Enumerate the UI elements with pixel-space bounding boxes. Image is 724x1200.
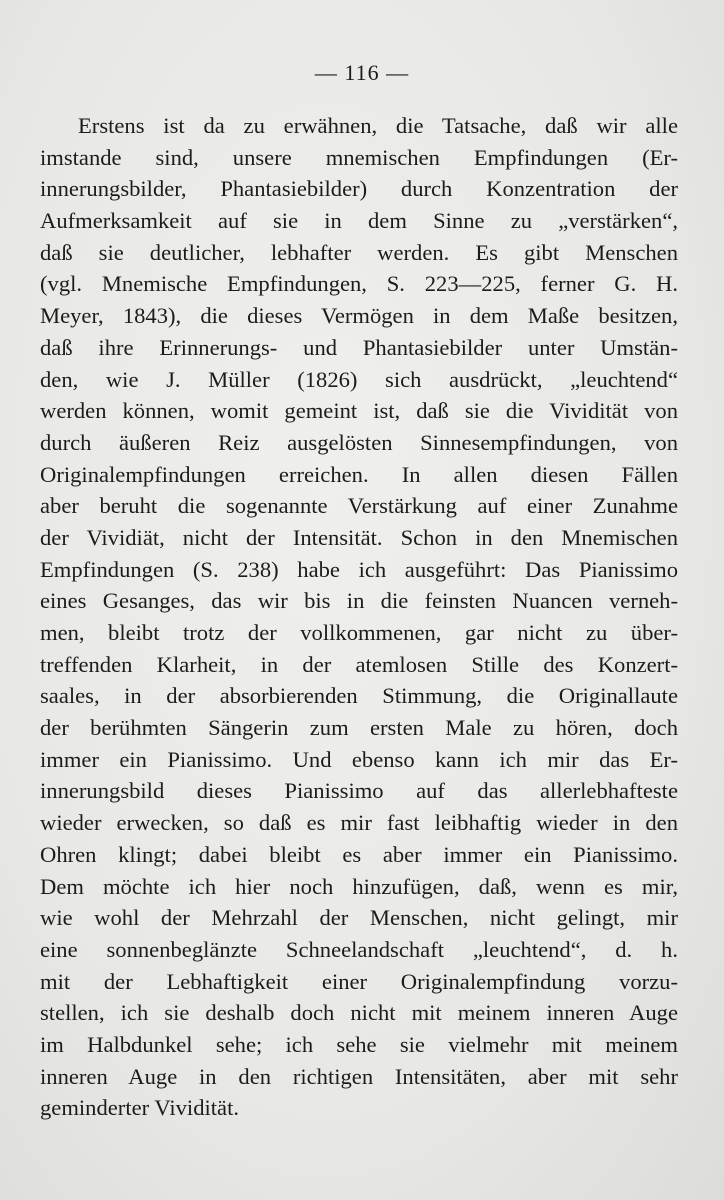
text-line: mit der Lebhaftigkeit einer Originalempfindung vorzu- (40, 968, 678, 994)
text-line: (vgl. Mnemische Empfindungen, S. 223—225, ferner G. H. (40, 271, 678, 297)
text-line: imstande sind, unsere mnemischen Empfindungen (Er- (40, 144, 678, 170)
text-line: wieder erwecken, so daß es mir fast leibhaftig wieder in den (40, 810, 678, 836)
text-line: innerungsbild dieses Pianissimo auf das allerlebhafteste (40, 778, 678, 804)
text-line: Aufmerksamkeit auf sie in dem Sinne zu „verstärken“, (40, 208, 678, 234)
text-line: im Halbdunkel sehe; ich sehe sie vielmehr mit meinem (40, 1031, 678, 1057)
text-line: Meyer, 1843), die dieses Vermögen in dem Maße besitzen, (40, 303, 678, 329)
text-line: Ohren klingt; dabei bleibt es aber immer ein Pianissimo. (40, 841, 678, 867)
text-line: werden können, womit gemeint ist, daß sie die Vividität von (40, 398, 678, 424)
text-line: saales, in der absorbierenden Stimmung, die Originallaute (40, 683, 678, 709)
text-line: stellen, ich sie deshalb doch nicht mit meinem inneren Auge (40, 1000, 678, 1026)
text-line: durch äußeren Reiz ausgelösten Sinnesempfindungen, von (40, 429, 678, 455)
text-line: daß ihre Erinnerungs- und Phantasiebilder unter Umstän- (40, 334, 678, 360)
text-line: eines Gesanges, das wir bis in die feinsten Nuancen verneh- (40, 588, 678, 614)
text-line: Erstens ist da zu erwähnen, die Tatsache, daß wir alle (78, 113, 678, 138)
page-number: — 116 — (314, 60, 410, 85)
text-line: der Vividiät, nicht der Intensität. Schon in den Mnemischen (40, 524, 678, 550)
body-text (40, 110, 678, 1124)
text-line: der berühmten Sängerin zum ersten Male zu hören, doch (40, 715, 678, 741)
text-line: inneren Auge in den richtigen Intensitäten, aber mit sehr (40, 1063, 678, 1089)
text-line: eine sonnenbeglänzte Schneelandschaft „leuchtend“, d. h. (40, 936, 678, 962)
text-line: geminderter Vividität. (40, 1095, 240, 1121)
text-line: aber beruht die sogenannte Verstärkung auf einer Zunahme (40, 493, 678, 519)
text-line: Originalempfindungen erreichen. In allen diesen Fällen (40, 461, 678, 487)
text-line: men, bleibt trotz der vollkommenen, gar nicht zu über- (40, 620, 678, 645)
text-line: wie wohl der Mehrzahl der Menschen, nicht gelingt, mir (40, 905, 678, 931)
text-line: innerungsbilder, Phantasiebilder) durch Konzentration der (40, 176, 678, 202)
text-line: immer ein Pianissimo. Und ebenso kann ich mir das Er- (40, 746, 678, 772)
text-line: den, wie J. Müller (1826) sich ausdrückt, „leuchtend“ (40, 366, 678, 392)
text-line: Empfindungen (S. 238) habe ich ausgeführt: Das Pianissimo (40, 556, 678, 582)
text-line: Dem möchte ich hier noch hinzufügen, daß, wenn es mir, (40, 873, 678, 899)
text-line: treffenden Klarheit, in der atemlosen Stille des Konzert- (40, 651, 678, 677)
text-line: daß sie deutlicher, lebhafter werden. Es gibt Menschen (40, 239, 678, 265)
